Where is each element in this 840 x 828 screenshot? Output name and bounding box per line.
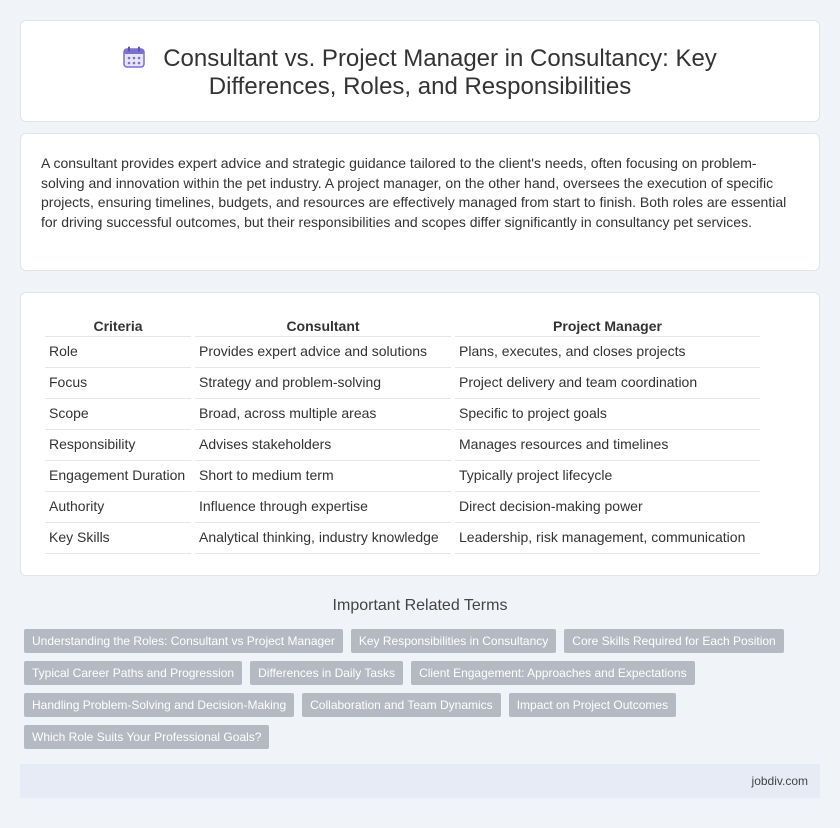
related-term-tag[interactable]: Which Role Suits Your Professional Goals? [24, 725, 269, 749]
header-criteria: Criteria [45, 315, 191, 337]
related-term-tag[interactable]: Core Skills Required for Each Position [564, 629, 783, 653]
related-terms-tags [24, 629, 816, 749]
table-cell: Specific to project goals [455, 399, 760, 430]
table-cell: Role [45, 337, 191, 368]
table-cell: Engagement Duration [45, 461, 191, 492]
related-term-tag[interactable]: Collaboration and Team Dynamics [302, 693, 501, 717]
table-cell: Focus [45, 368, 191, 399]
header-card [20, 20, 820, 122]
table-cell: Analytical thinking, industry knowledge [195, 523, 451, 554]
footer [20, 764, 820, 798]
table-cell: Direct decision-making power [455, 492, 760, 523]
related-term-tag[interactable]: Understanding the Roles: Consultant vs Project Manager [24, 629, 343, 653]
footer-site: jobdiv.com [751, 774, 808, 788]
table-cell: Leadership, risk management, communication [455, 523, 760, 554]
related-term-tag[interactable]: Key Responsibilities in Consultancy [351, 629, 556, 653]
related-term-tag[interactable]: Handling Problem-Solving and Decision-Making [24, 693, 294, 717]
table-cell: Manages resources and timelines [455, 430, 760, 461]
page-title-text: Consultant vs. Project Manager in Consultancy: Key Differences, Roles, and Responsibilities [163, 45, 717, 100]
table-cell: Key Skills [45, 523, 191, 554]
table-cell: Strategy and problem-solving [195, 368, 451, 399]
table-body [45, 337, 760, 554]
header-project-manager: Project Manager [455, 315, 760, 337]
table-cell: Provides expert advice and solutions [195, 337, 451, 368]
header-consultant: Consultant [195, 315, 451, 337]
related-term-tag[interactable]: Client Engagement: Approaches and Expectations [411, 661, 695, 685]
table-cell: Scope [45, 399, 191, 430]
table-cell: Broad, across multiple areas [195, 399, 451, 430]
table-cell: Advises stakeholders [195, 430, 451, 461]
table-cell: Short to medium term [195, 461, 451, 492]
table-cell: Project delivery and team coordination [455, 368, 760, 399]
table-cell: Responsibility [45, 430, 191, 461]
related-terms-title: Important Related Terms [332, 597, 508, 614]
table-row [45, 368, 760, 399]
comparison-card [20, 292, 820, 576]
table-row [45, 461, 760, 492]
table-cell: Influence through expertise [195, 492, 451, 523]
comparison-table [41, 315, 764, 554]
related-term-tag[interactable]: Typical Career Paths and Progression [24, 661, 242, 685]
table-row [45, 337, 760, 368]
table-header-row [45, 315, 760, 337]
calendar-icon [123, 46, 145, 68]
table-cell: Typically project lifecycle [455, 461, 760, 492]
intro-paragraph: A consultant provides expert advice and strategic guidance tailored to the client's needs, often focusing on problem-solving and innovation within the pet industry. A project manager, on the other hand, oversees the execution of specific projects, ensuring timelines, budgets, and resources are effectively managed from start to finish. Both roles are essential for driving successful outcomes, but their responsibilities and scopes differ significantly in consultancy pet services. [41, 155, 787, 230]
header [21, 45, 819, 101]
related-term-tag[interactable]: Impact on Project Outcomes [509, 693, 676, 717]
table-cell: Authority [45, 492, 191, 523]
table-row [45, 492, 760, 523]
table-cell: Plans, executes, and closes projects [455, 337, 760, 368]
page-title [60, 45, 780, 101]
intro-card [20, 133, 820, 271]
table-row [45, 523, 760, 554]
table-row [45, 399, 760, 430]
related-term-tag[interactable]: Differences in Daily Tasks [250, 661, 403, 685]
table-row [45, 430, 760, 461]
